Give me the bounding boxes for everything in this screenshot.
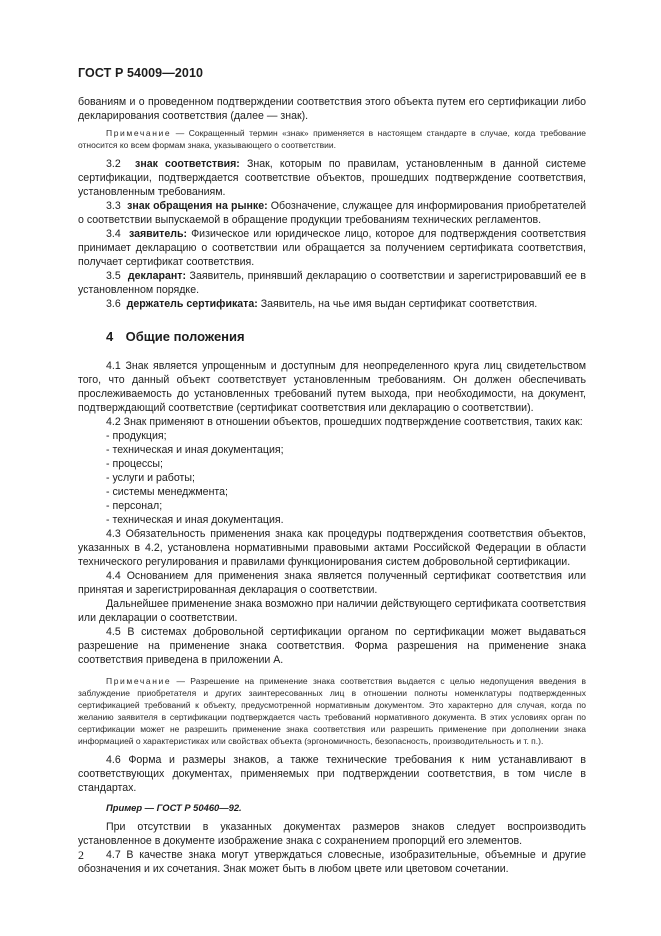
- list-item: - системы менеджмента;: [106, 486, 228, 498]
- term-3-3-number: 3.3: [106, 200, 121, 212]
- list-item: - процессы;: [106, 458, 163, 470]
- document-body: [78, 95, 586, 876]
- section-heading: [78, 329, 586, 345]
- term-3-5: [78, 269, 586, 297]
- list-item: - техническая и иная документация.: [106, 514, 284, 526]
- document-header: ГОСТ Р 54009—2010: [78, 66, 204, 80]
- paragraph-continuation: бованиям и о проведенном подтверждении соответствия этого объекта путем его сертификации либо декларирования соответствия (далее — знак).: [78, 96, 586, 122]
- term-3-4-name: заявитель:: [128, 228, 188, 240]
- clause-4-4: 4.4 Основанием для применения знака является полученный сертификат соответствия или принятая и зарегистрированная декларация о соответствии.: [78, 570, 586, 596]
- note-1: [78, 127, 586, 151]
- term-3-6-name: держатель сертификата:: [126, 298, 258, 310]
- note-1-label: Примечание: [106, 128, 172, 138]
- object-list: [78, 429, 586, 527]
- term-3-2-name: знак соответствия:: [135, 158, 240, 170]
- term-3-3-definition: Обозначение, служащее для информирования приобретателей о соответствии выпускаемой в обращение продукции требованиям технических регламентов.: [78, 200, 587, 226]
- note-2-text: — Разрешение на применение знака соответствия выдается с целью недопущения введения в заблуждение приобретателя и других заинтересованных лиц в отношении полноты номенклатуры подтвержденных сертификацией требований к объекту, предусмотренной нормативным документом. Это характерно для случая, когда по желанию заявителя в сертификации подтверждается часть требований нормативного документа. В этих условиях орган по сертификации может не разрешить применение знака соответствия или разрешить применение при дополнении знака информацией о характеристиках или свойствах объекта (эргономичность, безопасность, производительность и т. п.).: [78, 676, 586, 746]
- note-2: [78, 675, 586, 747]
- clause-4-5: 4.5 В системах добровольной сертификации органом по сертификации может выдаваться разрешение на применение знака соответствия. Форма разрешения на применение знака соответствия приведена в приложении А.: [78, 626, 586, 666]
- note-1-text: — Сокращенный термин «знак» применяется в настоящем стандарте в случае, когда требование относится ко всем формам знака, указывающего о соответствии.: [78, 128, 586, 150]
- clause-4-4-continued: Дальнейшее применение знака возможно при наличии действующего сертификата соответствия или декларации о соответствии.: [78, 598, 586, 624]
- term-3-2-number: 3.2: [106, 158, 121, 170]
- clause-4-3: 4.3 Обязательность применения знака как процедуры подтверждения соответствия объектов, указанных в 4.2, установлена нормативными правовыми актами Российской Федерации в области технического регулирования и правилами функционирования систем добровольной сертификации.: [78, 528, 586, 568]
- term-3-6: [78, 297, 586, 311]
- term-3-5-name: декларант:: [127, 270, 186, 282]
- term-3-3-name: знак обращения на рынке:: [127, 200, 268, 212]
- section-number: 4: [106, 329, 114, 344]
- term-3-5-number: 3.5: [106, 270, 121, 282]
- clause-4-6: 4.6 Форма и размеры знаков, а также технические требования к ним устанавливают в соответствующих документах, применяемых при подтверждении соответствия, в том числе в стандартах.: [78, 754, 586, 794]
- page-number: 2: [78, 848, 84, 862]
- clause-4-2: 4.2 Знак применяют в отношении объектов, прошедших подтверждение соответствия, таких как:: [106, 416, 583, 428]
- note-2-label: Примечание: [106, 676, 172, 686]
- term-3-4: [78, 227, 586, 269]
- list-item: - персонал;: [106, 500, 163, 512]
- term-3-6-number: 3.6: [106, 298, 121, 310]
- term-3-4-number: 3.4: [106, 228, 121, 240]
- list-item: - техническая и иная документация;: [106, 444, 284, 456]
- term-3-3: [78, 199, 586, 227]
- list-item: - продукция;: [106, 430, 167, 442]
- term-3-4-definition: Физическое или юридическое лицо, которое для подтверждения соответствия принимает декларацию о соответствии или обращается за получением сертификата соответствия, получает сертификат соответствия.: [78, 228, 587, 268]
- clause-4-6-continued: При отсутствии в указанных документах размеров знаков следует воспроизводить установленное в документе изображение знака с сохранением пропорций его элементов.: [78, 821, 586, 847]
- example-line: Пример — ГОСТ Р 50460—92.: [106, 802, 242, 813]
- clause-4-7: 4.7 В качестве знака могут утверждаться словесные, изобразительные, объемные и другие обозначения и их сочетания. Знак может быть в любом цвете или цветовом сочетании.: [78, 849, 586, 875]
- clause-4-1: 4.1 Знак является упрощенным и доступным для неопределенного круга лиц свидетельством того, что данный объект соответствует установленным требованиям. Он должен обеспечивать прослеживаемость до установленных требований путем выхода, при необходимости, на документ, подтверждающий соответствие (сертификат соответствия или декларацию о соответствии).: [78, 360, 586, 414]
- section-title: Общие положения: [125, 329, 245, 344]
- term-3-5-definition: Заявитель, принявший декларацию о соответствии и зарегистрировавший ее в установленном порядке.: [78, 270, 586, 296]
- term-3-2-definition: Знак, которым по правилам, установленным в данной системе сертификации, подтверждается соответствие объектов, прошедших подтверждение соответствия, установленным требованиям.: [78, 158, 586, 198]
- term-3-2: [78, 157, 586, 199]
- list-item: - услуги и работы;: [106, 472, 195, 484]
- term-3-6-definition: Заявитель, на чье имя выдан сертификат соответствия.: [257, 298, 538, 310]
